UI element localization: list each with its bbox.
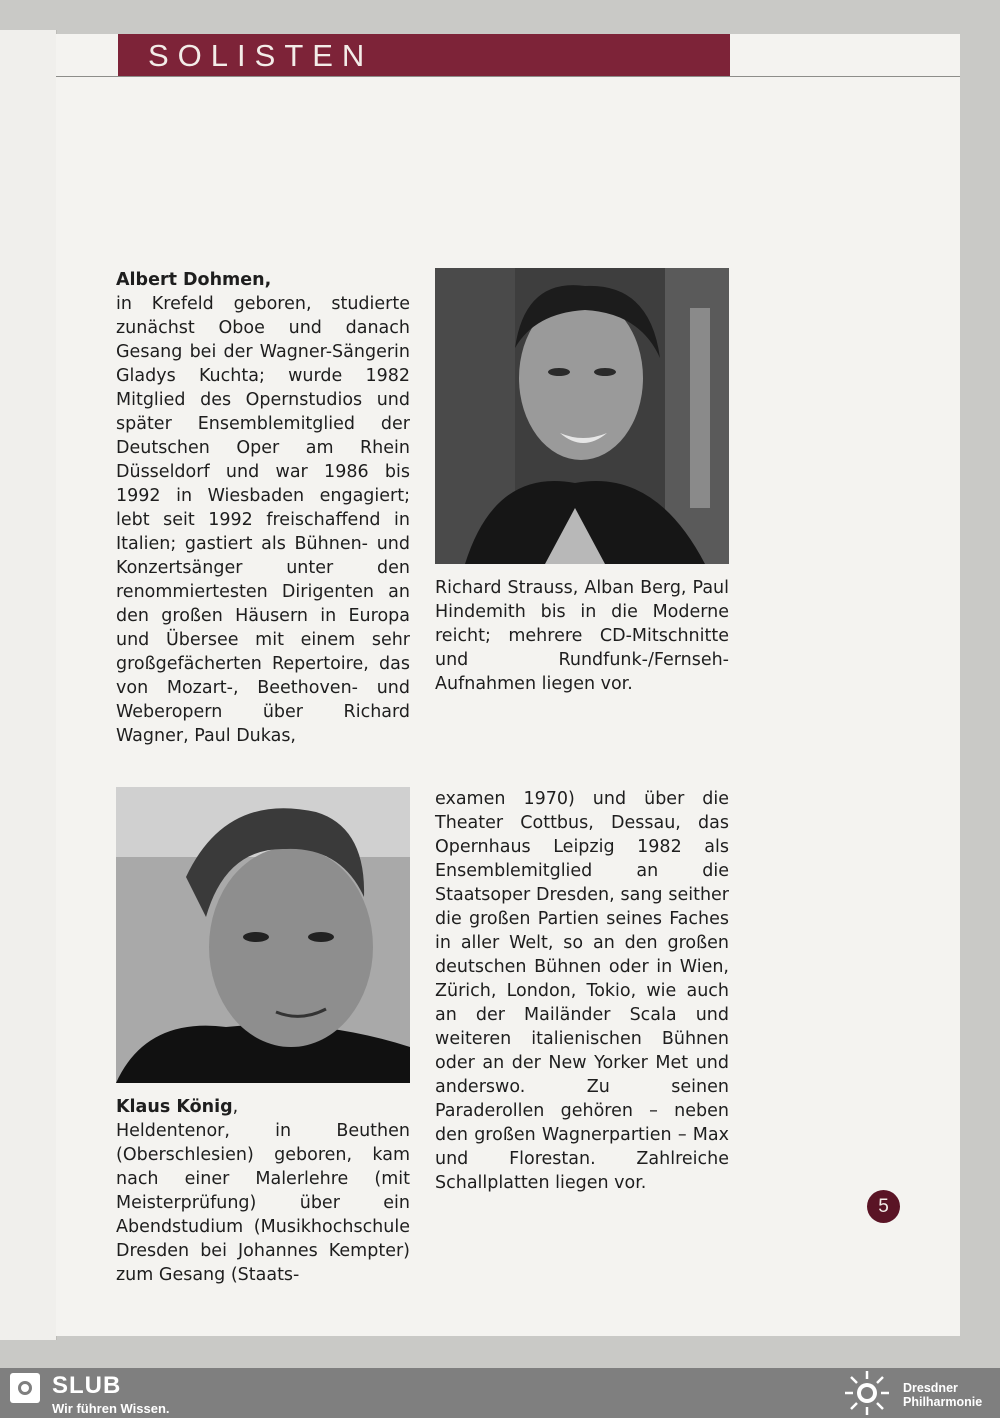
partner-name xyxy=(903,1381,982,1409)
soloist-2-text-right: examen 1970) und über die Theater Cottbus, Dessau, das Opernhaus Leipzig 1982 als Ensemblemitglied an die Staatsoper Dresden, sang seither die großen Partien seines Faches in aller Welt, so an den großen deutschen Bühnen oder in Wien, Zürich, London, Tokio, wie auch an der Mailänder Scala und weiteren italienischen Bühnen oder an der New Yorker Met und anderswo. Zu seinen Paraderollen gehören – neben den großen Wagnerpartien – Max und Florestan. Zahlreiche Schallplatten liegen vor. xyxy=(435,789,729,1193)
library-name: SLUB xyxy=(52,1372,122,1399)
soloist-2-bio-left xyxy=(116,1095,410,1287)
slub-logo-icon xyxy=(10,1373,40,1403)
partner-name-line1: Dresdner xyxy=(903,1381,958,1395)
soloist-1-text-right: Richard Strauss, Alban Berg, Paul Hindemith bis in die Moderne reicht; mehrere CD-Mitschnitte und Rundfunk-/Fernseh-Aufnahmen liegen vor. xyxy=(435,578,729,694)
partner-name-line2: Philharmonie xyxy=(903,1395,983,1409)
soloist-2-text-left: Heldentenor, in Beuthen (Oberschlesien) geboren, kam nach einer Malerlehre (mit Meisterprüfung) über ein Abendstudium (Musikhochschule Dresden bei Johannes Kempter) zum Gesang (Staats- xyxy=(116,1121,410,1285)
soloist-2-bio-right xyxy=(435,787,729,1195)
soloist-1-name: Albert Dohmen, xyxy=(116,270,272,290)
soloist-1-bio-left xyxy=(116,268,410,748)
philharmonie-sunburst-icon xyxy=(842,1370,892,1416)
section-title: SOLISTEN xyxy=(148,38,374,73)
header-rule xyxy=(56,76,960,77)
soloist-1-bio-right xyxy=(435,576,729,696)
page-number: 5 xyxy=(867,1190,900,1223)
soloist-1-portrait xyxy=(435,268,729,564)
library-tagline: Wir führen Wissen. xyxy=(52,1401,170,1416)
soloist-1-text-left: in Krefeld geboren, studierte zunächst Oboe und danach Gesang bei der Wagner-Sängerin Gladys Kuchta; wurde 1982 Mitglied des Opernstudios und später Ensemblemitglied der Deutschen Oper am Rhein Düsseldorf und war 1986 bis 1992 in Wiesbaden engagiert; lebt seit 1992 freischaffend in Italien; gastiert als Bühnen- und Konzertsänger unter den renommiertesten Dirigenten an den großen Häusern in Europa und Übersee mit einem sehr großgefächerten Repertoire, das von Mozart-, Beethoven- und Weberopern über Richard Wagner, Paul Dukas, xyxy=(116,294,410,746)
facing-page-edge xyxy=(0,30,57,1340)
soloist-2-portrait xyxy=(116,787,410,1083)
soloist-2-name-comma: , xyxy=(232,1097,239,1117)
soloist-2-name: Klaus König xyxy=(116,1097,233,1117)
